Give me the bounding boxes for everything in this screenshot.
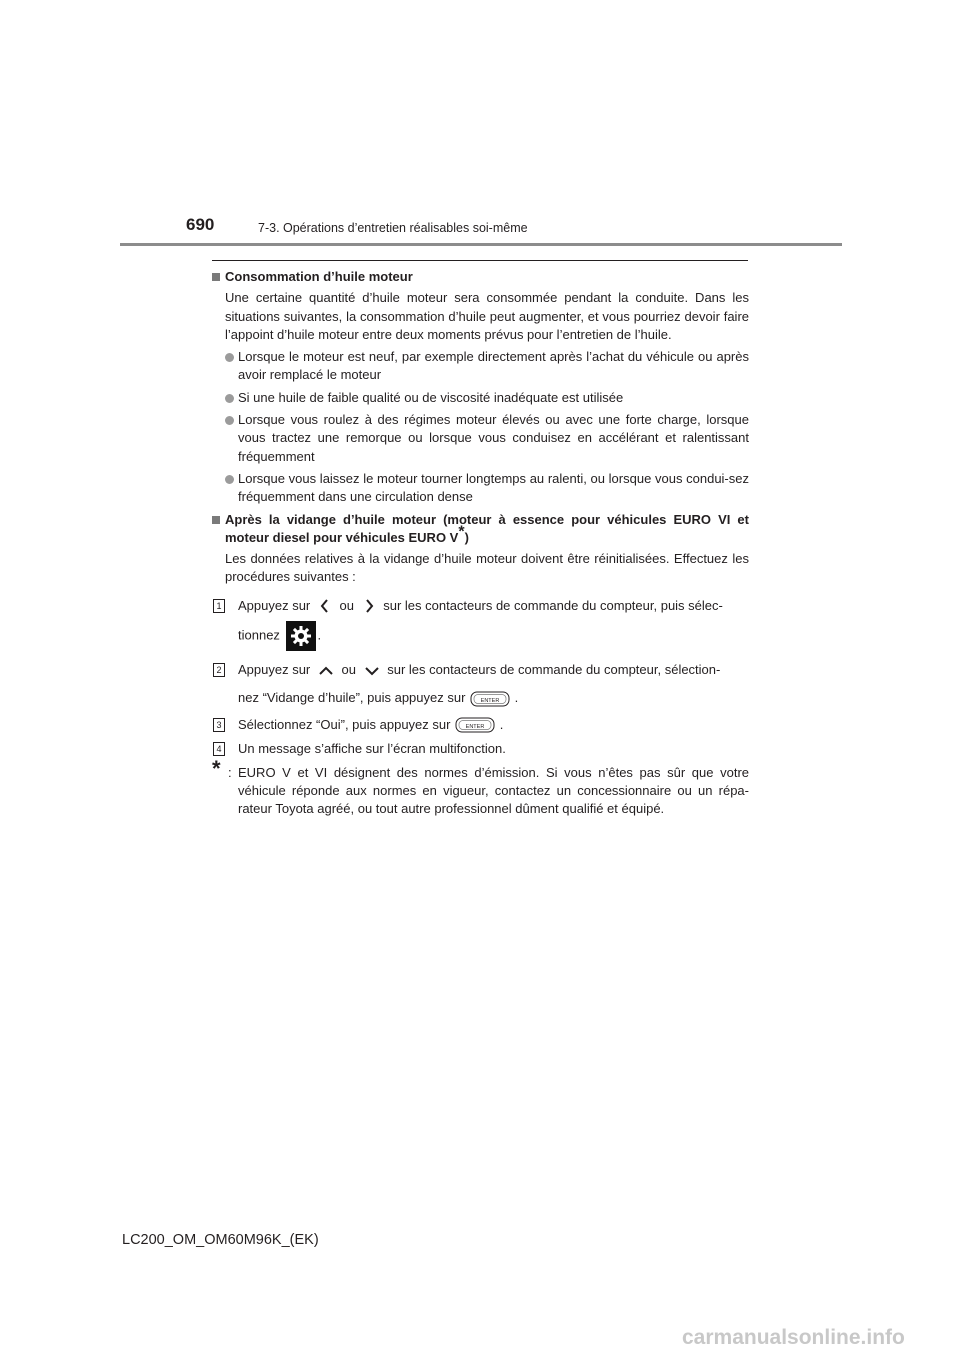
section-intro: Les données relatives à la vidange d’huile moteur doivent être réinitialisées. Effectuez les procédures suivantes : [225,551,749,585]
step-number: 3 [213,718,225,732]
step-4: 4 Un message s’affiche sur l’écran multifonction. [212,740,749,758]
content-rule [212,260,748,261]
section-heading-oil-consumption: Consommation d’huile moteur [212,268,749,286]
page-number: 690 [186,215,215,234]
content [212,268,749,819]
step-1: 1 Appuyez sur ou sur les contacteurs de commande du compteur, puis sélec- tionnez . [212,597,749,651]
step-number: 2 [213,663,225,677]
list-item: Lorsque le moteur est neuf, par exemple directement après l’achat du véhicule ou après avoir remplacé le moteur [212,348,749,385]
section-heading-oil-change: Après la vidange d’huile moteur (moteur à essence pour véhicules EURO VI et moteur diesel pour véhicules EURO V*) [212,511,749,548]
enter-label: ENTER [465,724,485,731]
bullet-dot-icon [225,353,234,362]
chevron-down-icon [360,664,384,678]
footnote-star: * [212,755,221,781]
chevron-up-icon [314,664,338,678]
footnote-star: * [458,523,465,541]
square-bullet-icon [212,516,220,524]
step-number: 4 [213,742,225,756]
enter-label: ENTER [480,697,500,704]
section-title: 7-3. Opérations d’entretien réalisables soi-même [258,221,528,235]
footer-doc-code: LC200_OM_OM60M96K_(EK) [122,1232,319,1248]
chevron-right-icon [358,598,380,614]
enter-button-icon [454,716,496,734]
list-item: Lorsque vous laissez le moteur tourner longtemps au ralenti, ou lorsque vous condui-sez fréquemment dans une circulation dense [212,470,749,507]
bullet-dot-icon [225,394,234,403]
chevron-left-icon [314,598,336,614]
step-2: 2 Appuyez sur ou sur les contacteurs de commande du compteur, sélection- nez “Vidange d’huile”, puis appuyez sur ENTER . [212,661,749,708]
bullet-dot-icon [225,416,234,425]
gear-icon [286,621,316,651]
list-item: Lorsque vous roulez à des régimes moteur élevés ou avec une forte charge, lorsque vous tractez une remorque ou lorsque vous conduisez en accélérant et ralentissant fréquemment [212,411,749,466]
square-bullet-icon [212,273,220,281]
enter-button-icon [469,690,511,708]
watermark: carmanualsonline.info [682,1326,905,1349]
step-3: 3 Sélectionnez “Oui”, puis appuyez sur ENTER . [212,716,749,735]
footnote: * : EURO V et VI désignent des normes d’émission. Si vous n’êtes pas sûr que votre véhicule réponde aux normes en vigueur, contactez un concessionnaire ou un répa-rateur Toyota agréé, ou tout autre professionnel dûment qualifié et équipé. [212,755,749,817]
section-intro: Une certaine quantité d’huile moteur sera consommée pendant la conduite. Dans les situations suivantes, la consommation d’huile peut augmenter, et vous pourriez devoir faire l’appoint d’huile moteur entre deux moments prévus pour l’entretien de l’huile. [225,290,749,342]
header-rule [120,243,842,246]
step-number: 1 [213,599,225,613]
list-item: Si une huile de faible qualité ou de viscosité inadéquate est utilisée [212,389,749,407]
bullet-dot-icon [225,475,234,484]
